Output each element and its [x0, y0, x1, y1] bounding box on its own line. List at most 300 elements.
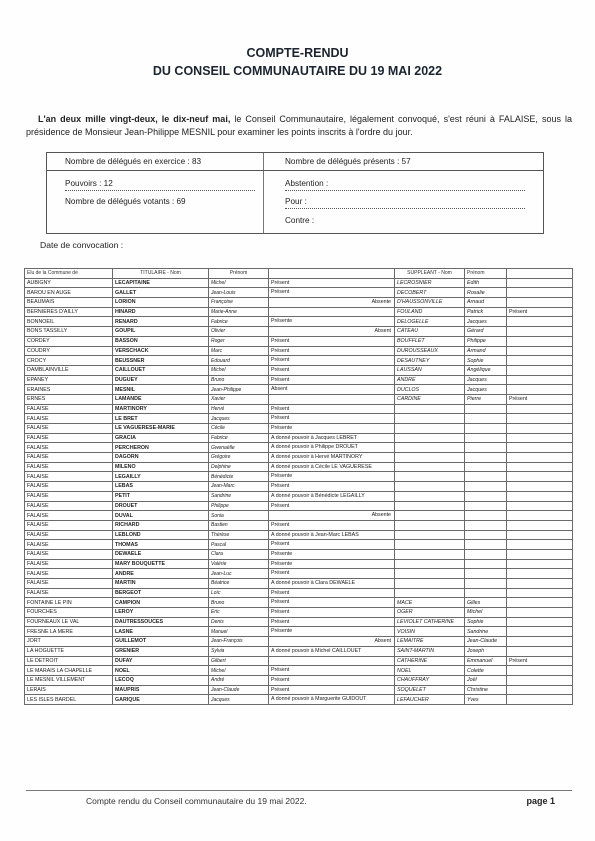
cell-prenom: Grégoire [209, 453, 269, 463]
cell-suppleant-nom: OGER [395, 608, 465, 618]
cell-statut [269, 278, 395, 288]
cell-suppleant-nom [395, 549, 465, 559]
cell-suppleant-statut [507, 482, 573, 492]
cell-titulaire-nom: MARTINORY [113, 404, 209, 414]
cell-statut [269, 298, 395, 308]
table-row [25, 627, 573, 637]
footer-rule [26, 790, 572, 791]
cell-titulaire-nom: RENARD [113, 317, 209, 327]
cell-titulaire-nom: HINARD [113, 307, 209, 317]
table-row [25, 646, 573, 656]
cell-suppleant-nom: DUROUSSEAUX [395, 346, 465, 356]
attendance-table [24, 268, 573, 705]
cell-commune: FALAISE [25, 462, 113, 472]
table-row [25, 356, 573, 366]
cell-suppleant-nom: DUCLOS [395, 385, 465, 395]
cell-suppleant-prenom: Armand [465, 346, 507, 356]
cell-commune: FALAISE [25, 443, 113, 453]
cell-titulaire-nom: MAUPRIS [113, 685, 209, 695]
cell-suppleant-nom [395, 433, 465, 443]
cell-suppleant-statut [507, 646, 573, 656]
statut-text: Présente [271, 425, 293, 431]
cell-suppleant-nom: CARDINE [395, 394, 465, 404]
table-row [25, 549, 573, 559]
cell-suppleant-statut [507, 675, 573, 685]
cell-prenom: Fabrice [209, 433, 269, 443]
cell-prenom: Marc [209, 346, 269, 356]
table-row [25, 336, 573, 346]
cell-commune: FALAISE [25, 520, 113, 530]
cell-commune: BONS TASSILLY [25, 327, 113, 337]
cell-titulaire-nom: LEGAILLY [113, 472, 209, 482]
cell-suppleant-prenom [465, 511, 507, 521]
cell-suppleant-nom [395, 472, 465, 482]
cell-statut [269, 385, 395, 395]
table-row [25, 656, 573, 666]
statut-text: A donné pouvoir à Cécile LE VAGUERESE [271, 463, 372, 470]
cell-titulaire-nom: DAGORN [113, 453, 209, 463]
cell-suppleant-nom: VOISIN [395, 627, 465, 637]
cell-commune: BONNOEIL [25, 317, 113, 327]
cell-suppleant-statut [507, 637, 573, 647]
cell-suppleant-nom [395, 453, 465, 463]
statut-text: Présent [271, 667, 290, 674]
cell-prenom: Sandrine [209, 491, 269, 501]
cell-statut [269, 685, 395, 695]
cell-suppleant-prenom: Philippe [465, 336, 507, 346]
cell-commune: FALAISE [25, 404, 113, 414]
cell-commune: CORDEY [25, 336, 113, 346]
cell-suppleant-statut [507, 511, 573, 521]
cell-titulaire-nom: BASSON [113, 336, 209, 346]
cell-suppleant-prenom [465, 559, 507, 569]
cell-suppleant-prenom: Sandrine [465, 627, 507, 637]
cell-statut [269, 637, 395, 647]
table-row [25, 365, 573, 375]
cell-suppleant-statut [507, 491, 573, 501]
cell-suppleant-prenom [465, 443, 507, 453]
cell-prenom: Bruno [209, 375, 269, 385]
table-row [25, 462, 573, 472]
table-row [25, 404, 573, 414]
statut-text: Présent [271, 570, 290, 577]
cell-suppleant-statut [507, 443, 573, 453]
cell-commune: FALAISE [25, 501, 113, 511]
table-row [25, 307, 573, 317]
cell-suppleant-nom: SAINT-MARTIN [395, 646, 465, 656]
cell-prenom: Jean-Marc [209, 482, 269, 492]
statut-text: Présent [271, 357, 290, 364]
cell-suppleant-statut [507, 608, 573, 618]
cell-titulaire-nom: DUVAL [113, 511, 209, 521]
statut-text: Présente [271, 560, 293, 567]
table-row [25, 559, 573, 569]
cell-statut [269, 356, 395, 366]
cell-prenom: Loïc [209, 588, 269, 598]
cell-titulaire-nom: LEROY [113, 608, 209, 618]
table-row [25, 453, 573, 463]
cell-prenom: Manuel [209, 627, 269, 637]
table-row [25, 443, 573, 453]
cell-suppleant-prenom [465, 520, 507, 530]
cell-suppleant-prenom: Joël [465, 675, 507, 685]
cell-titulaire-nom: CAMPION [113, 598, 209, 608]
cell-suppleant-statut [507, 598, 573, 608]
intro-text: le Conseil Communautaire, légalement convoqué, s'est réuni à FALAISE, sous la présidence de Monsieur Jean-Philippe MESNIL pour examiner les points inscrits à l'ordre du jour. [26, 114, 572, 137]
cell-commune: BAROU EN AUGE [25, 288, 113, 298]
cell-statut [269, 675, 395, 685]
footer-text: Compte rendu du Conseil communautaire du 19 mai 2022. [86, 796, 307, 806]
cell-titulaire-nom: PETIT [113, 491, 209, 501]
cell-titulaire-nom: LAMANDE [113, 394, 209, 404]
table-row [25, 520, 573, 530]
cell-titulaire-nom: NOEL [113, 666, 209, 676]
cell-commune: BERNIERES D'AILLY [25, 307, 113, 317]
cell-commune: LA HOGUETTE [25, 646, 113, 656]
cell-statut [269, 482, 395, 492]
cell-commune: FALAISE [25, 424, 113, 434]
cell-statut [269, 569, 395, 579]
cell-suppleant-nom: FOULAND [395, 307, 465, 317]
cell-titulaire-nom: LE BRET [113, 414, 209, 424]
cell-titulaire-nom: PERCHERON [113, 443, 209, 453]
cell-suppleant-prenom: Jacques [465, 375, 507, 385]
cell-titulaire-nom: LASNE [113, 627, 209, 637]
table-row [25, 482, 573, 492]
cell-statut [269, 327, 395, 337]
absence-text: Absent [374, 328, 391, 335]
cell-suppleant-nom: DECOBERT [395, 288, 465, 298]
cell-prenom: Clara [209, 549, 269, 559]
cell-prenom: Jean-Philippe [209, 385, 269, 395]
statut-text: Présent [271, 609, 290, 616]
cell-titulaire-nom: DROUET [113, 501, 209, 511]
table-row [25, 346, 573, 356]
table-row [25, 598, 573, 608]
table-row [25, 317, 573, 327]
cell-titulaire-nom: LEBLOND [113, 530, 209, 540]
cell-commune: FALAISE [25, 511, 113, 521]
cell-suppleant-statut [507, 385, 573, 395]
stat-exercice: Nombre de délégués en exercice : 83 [65, 157, 202, 166]
cell-suppleant-nom [395, 511, 465, 521]
cell-suppleant-nom: LEVIOLET CATHERINE [395, 617, 465, 627]
cell-prenom: Xavier [209, 394, 269, 404]
cell-titulaire-nom: DUGUEY [113, 375, 209, 385]
statut-text: Présent [271, 521, 290, 528]
header-titulaire-nom: TITULAIRE - Nom [113, 269, 209, 279]
table-row [25, 685, 573, 695]
cell-titulaire-nom: MILENO [113, 462, 209, 472]
cell-suppleant-prenom [465, 453, 507, 463]
cell-suppleant-statut [507, 375, 573, 385]
cell-suppleant-nom [395, 520, 465, 530]
statut-text: Présent [271, 279, 290, 286]
cell-statut [269, 520, 395, 530]
statut-text: Présente [271, 550, 293, 557]
cell-titulaire-nom: LEBAS [113, 482, 209, 492]
cell-suppleant-nom: CATHERINE [395, 656, 465, 666]
cell-suppleant-nom [395, 482, 465, 492]
cell-suppleant-nom [395, 530, 465, 540]
cell-suppleant-prenom: Sophie [465, 356, 507, 366]
cell-prenom: Fabrice [209, 317, 269, 327]
cell-prenom: Jean-Luc [209, 569, 269, 579]
table-row [25, 472, 573, 482]
cell-prenom: Hervé [209, 404, 269, 414]
cell-titulaire-nom: DAUTRESSOUCES [113, 617, 209, 627]
cell-titulaire-nom: GARIQUE [113, 695, 209, 705]
table-header-row [25, 269, 573, 279]
stat-pour: Pour : [285, 197, 307, 206]
cell-suppleant-statut [507, 365, 573, 375]
statut-text: Présent [271, 347, 290, 354]
cell-prenom: Sylvia [209, 646, 269, 656]
cell-statut [269, 530, 395, 540]
cell-commune: FALAISE [25, 569, 113, 579]
statut-text: Présent [271, 618, 290, 625]
cell-commune: AUBIGNY [25, 278, 113, 288]
cell-commune: LERAIS [25, 685, 113, 695]
cell-suppleant-statut [507, 298, 573, 308]
cell-suppleant-statut [507, 579, 573, 589]
statut-text: Présent [271, 337, 290, 344]
cell-commune: ERNES [25, 394, 113, 404]
cell-suppleant-statut [507, 472, 573, 482]
cell-suppleant-prenom: Yves [465, 695, 507, 705]
cell-suppleant-statut [507, 549, 573, 559]
cell-suppleant-nom [395, 414, 465, 424]
cell-commune: FALAISE [25, 433, 113, 443]
statut-text: Présent [271, 483, 290, 490]
cell-titulaire-nom: BERGEOT [113, 588, 209, 598]
cell-statut [269, 462, 395, 472]
stat-votants: Nombre de délégués votants : 69 [65, 197, 186, 206]
cell-titulaire-nom: MARTIN [113, 579, 209, 589]
cell-prenom: Gilbert [209, 656, 269, 666]
statut-text: A donné pouvoir à Jacques LEBRET [271, 434, 357, 441]
cell-titulaire-nom: LECOQ [113, 675, 209, 685]
cell-statut [269, 288, 395, 298]
cell-suppleant-nom [395, 491, 465, 501]
cell-commune: LE DETROIT [25, 656, 113, 666]
cell-suppleant-prenom [465, 588, 507, 598]
table-row [25, 327, 573, 337]
cell-titulaire-nom: CAILLOUET [113, 365, 209, 375]
page-number: page 1 [526, 796, 555, 806]
cell-suppleant-nom: LAUSSAN [395, 365, 465, 375]
cell-titulaire-nom: GRENIER [113, 646, 209, 656]
cell-suppleant-prenom: Michel [465, 608, 507, 618]
table-row [25, 608, 573, 618]
statut-text: A donné pouvoir à Michel CAILLOUET [271, 647, 362, 654]
cell-statut [269, 559, 395, 569]
cell-commune: FALAISE [25, 491, 113, 501]
cell-statut [269, 414, 395, 424]
cell-statut [269, 598, 395, 608]
cell-commune: FALAISE [25, 530, 113, 540]
table-row [25, 414, 573, 424]
cell-statut [269, 646, 395, 656]
cell-statut [269, 540, 395, 550]
cell-commune: EPANEY [25, 375, 113, 385]
cell-titulaire-nom: GRACIA [113, 433, 209, 443]
cell-statut [269, 608, 395, 618]
cell-suppleant-nom [395, 404, 465, 414]
header-statut [269, 269, 395, 279]
cell-prenom: Béatrice [209, 579, 269, 589]
table-row [25, 278, 573, 288]
cell-statut [269, 317, 395, 327]
cell-suppleant-prenom: Sophie [465, 617, 507, 627]
table-row [25, 540, 573, 550]
cell-suppleant-prenom [465, 549, 507, 559]
cell-suppleant-prenom: Patrick [465, 307, 507, 317]
cell-commune: FRESNE LA MERE [25, 627, 113, 637]
absence-text: Absente [371, 512, 391, 519]
cell-suppleant-statut [507, 685, 573, 695]
cell-titulaire-nom: RICHARD [113, 520, 209, 530]
cell-prenom: Jacques [209, 695, 269, 705]
cell-prenom: Françoise [209, 298, 269, 308]
cell-suppleant-prenom [465, 433, 507, 443]
cell-commune: LE MESNIL VILLEMENT [25, 675, 113, 685]
cell-prenom: André [209, 675, 269, 685]
cell-suppleant-statut [507, 520, 573, 530]
cell-suppleant-statut [507, 424, 573, 434]
cell-suppleant-prenom: Gilles [465, 598, 507, 608]
table-row [25, 385, 573, 395]
cell-suppleant-prenom [465, 424, 507, 434]
cell-suppleant-nom: LECROSNIER [395, 278, 465, 288]
cell-prenom: Marie-Anne [209, 307, 269, 317]
cell-suppleant-nom: LEFAUCHER [395, 695, 465, 705]
cell-titulaire-nom: GOUPIL [113, 327, 209, 337]
cell-statut [269, 453, 395, 463]
cell-statut [269, 365, 395, 375]
cell-suppleant-statut [507, 336, 573, 346]
cell-statut [269, 424, 395, 434]
cell-suppleant-statut [507, 666, 573, 676]
cell-suppleant-statut [507, 627, 573, 637]
cell-prenom: Philippe [209, 501, 269, 511]
convocation-label: Date de convocation : [40, 240, 124, 250]
cell-prenom: Jacques [209, 414, 269, 424]
cell-titulaire-nom: MARY BOUQUETTE [113, 559, 209, 569]
cell-titulaire-nom: LE VAGUERESE-MARIE [113, 424, 209, 434]
stat-contre: Contre : [285, 216, 315, 225]
statut-text: Présent [271, 502, 290, 509]
statut-text: Présent [271, 376, 290, 383]
statut-text: Présent [271, 589, 290, 596]
cell-prenom: Edouard [209, 356, 269, 366]
cell-suppleant-prenom [465, 472, 507, 482]
header-suppleant-nom: SUPPLEANT - Nom [395, 269, 465, 279]
cell-titulaire-nom: DUFAY [113, 656, 209, 666]
stat-presents: Nombre de délégués présents : 57 [285, 157, 411, 166]
cell-suppleant-statut [507, 327, 573, 337]
cell-statut [269, 627, 395, 637]
cell-prenom: Pascal [209, 540, 269, 550]
cell-prenom: Jean-Louis [209, 288, 269, 298]
cell-prenom: Denis [209, 617, 269, 627]
cell-titulaire-nom: ANDRE [113, 569, 209, 579]
intro-date: L'an deux mille vingt-deux, le dix-neuf mai, [38, 114, 231, 124]
table-row [25, 298, 573, 308]
header-suppleant-statut [507, 269, 573, 279]
cell-commune: BEAUMAIS [25, 298, 113, 308]
cell-suppleant-statut [507, 346, 573, 356]
cell-statut [269, 433, 395, 443]
statut-text: Absent [271, 386, 288, 393]
cell-statut [269, 491, 395, 501]
cell-suppleant-prenom [465, 482, 507, 492]
cell-suppleant-statut [507, 617, 573, 627]
cell-suppleant-nom: ANDRE [395, 375, 465, 385]
table-row [25, 433, 573, 443]
cell-prenom: Michel [209, 278, 269, 288]
cell-titulaire-nom: GALLET [113, 288, 209, 298]
stats-box [46, 152, 544, 234]
cell-suppleant-statut [507, 317, 573, 327]
header-prenom: Prénom [209, 269, 269, 279]
cell-titulaire-nom: DEWAELE [113, 549, 209, 559]
intro-paragraph [26, 113, 572, 139]
document-subtitle: DU CONSEIL COMMUNAUTAIRE DU 19 MAI 2022 [152, 64, 443, 78]
statut-text: A donné pouvoir à Bénédicte LEGAILLY [271, 492, 365, 499]
table-row [25, 288, 573, 298]
cell-suppleant-prenom: Edith [465, 278, 507, 288]
cell-commune: FALAISE [25, 472, 113, 482]
cell-statut [269, 443, 395, 453]
cell-commune: FALAISE [25, 453, 113, 463]
cell-titulaire-nom: MESNIL [113, 385, 209, 395]
cell-suppleant-statut [507, 695, 573, 705]
table-row [25, 617, 573, 627]
absence-text: Absent [374, 638, 391, 645]
header-commune: Elu de la Commune de [25, 269, 113, 279]
cell-suppleant-prenom: Jacques [465, 385, 507, 395]
statut-text: A donné pouvoir à Jean-Marc LEBAS [271, 531, 359, 538]
cell-suppleant-nom: DELOGELLE [395, 317, 465, 327]
cell-suppleant-prenom [465, 579, 507, 589]
cell-statut [269, 501, 395, 511]
document-title: COMPTE-RENDU [246, 46, 349, 60]
cell-prenom: Eric [209, 608, 269, 618]
statut-text: A donné pouvoir à Hervé MARTINORY [271, 454, 363, 461]
cell-prenom: Michel [209, 666, 269, 676]
cell-commune: FALAISE [25, 579, 113, 589]
cell-commune: FALAISE [25, 482, 113, 492]
cell-suppleant-statut: Présent [507, 394, 573, 404]
cell-statut [269, 579, 395, 589]
cell-suppleant-statut [507, 530, 573, 540]
cell-commune: FALAISE [25, 588, 113, 598]
table-row [25, 424, 573, 434]
cell-commune: FOURNEAUX LE VAL [25, 617, 113, 627]
cell-commune: FALAISE [25, 559, 113, 569]
cell-commune: FOURCHES [25, 608, 113, 618]
cell-suppleant-nom: CATEAU [395, 327, 465, 337]
cell-statut [269, 617, 395, 627]
statut-text: Présente [271, 318, 293, 325]
cell-prenom: Bruno [209, 598, 269, 608]
cell-suppleant-nom [395, 501, 465, 511]
cell-prenom: Thérèse [209, 530, 269, 540]
cell-suppleant-statut [507, 414, 573, 424]
cell-titulaire-nom: LORION [113, 298, 209, 308]
cell-statut [269, 346, 395, 356]
